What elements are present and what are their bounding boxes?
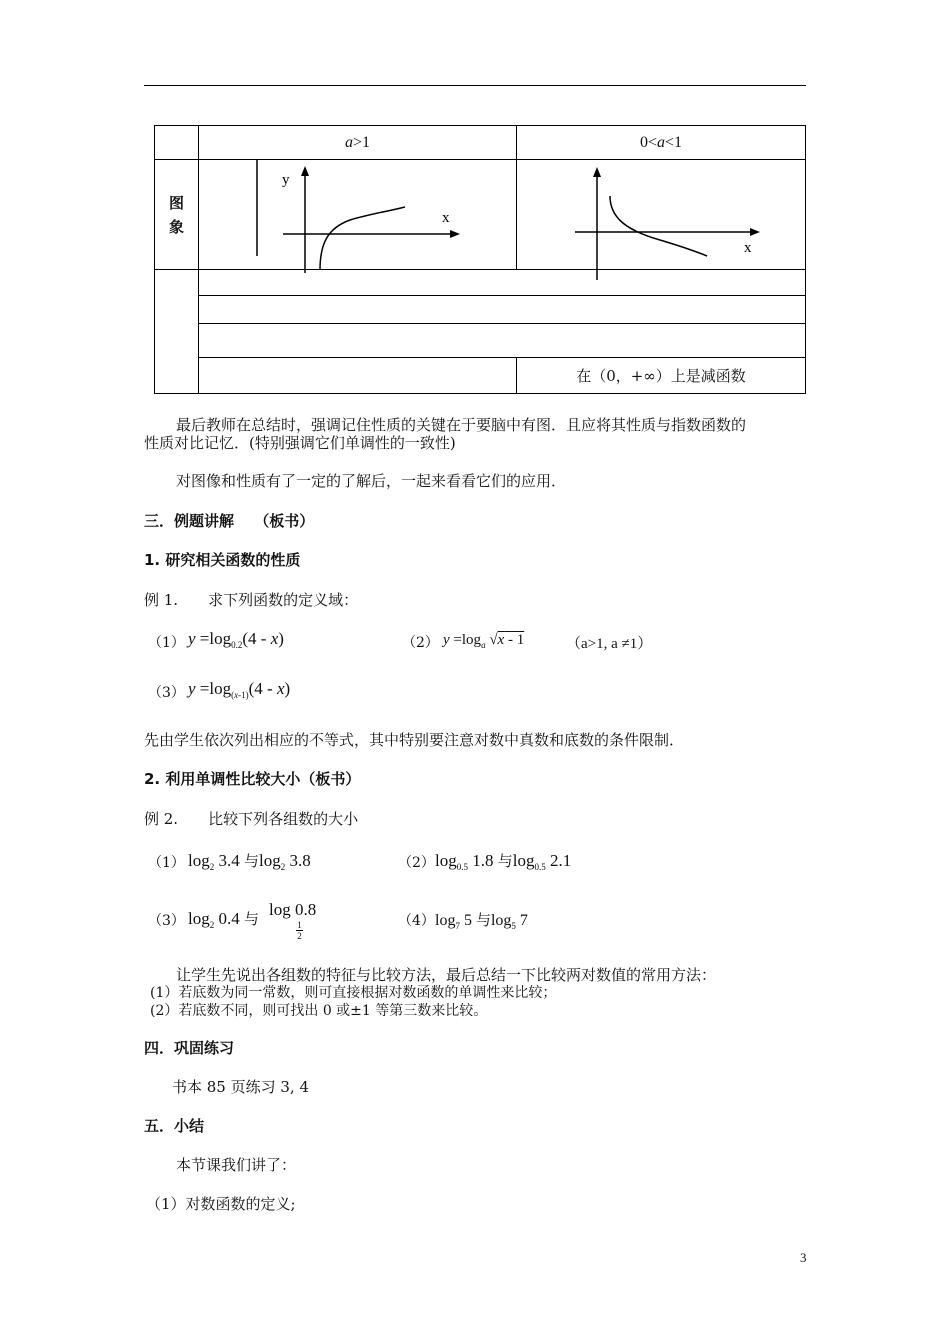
graph2-x-arrow — [750, 228, 760, 236]
graph1-curve — [320, 207, 405, 270]
properties-label-cell — [155, 270, 199, 394]
ex2-q1-and: 与 — [243, 852, 259, 870]
method-1: (1）若底数为同一常数，则可直接根据对数函数的单调性来比较； — [150, 985, 557, 1001]
summary-paragraph-line1: 最后教师在总结时，强调记住性质的关键在于要脑中有图．且应将其性质与指数函数的 — [176, 416, 747, 434]
header-a-greater-1: a>1 — [199, 126, 517, 160]
half-fraction: 1 2 — [297, 920, 302, 941]
ex2-q2-number: （2） — [398, 855, 435, 871]
section-3-heading: 三．例题讲解 （板书） — [144, 512, 315, 530]
subsection-1-heading: 1. 研究相关函数的性质 — [144, 551, 301, 569]
ex1-q1-formula: $y =\log_{0.2}(4 - x)$ — [188, 629, 284, 650]
table-corner-cell — [155, 126, 199, 160]
decreasing-property: 在（0，+∞）上是减函数 — [517, 358, 806, 394]
graph-label-char-1: 图 — [168, 193, 184, 212]
summary-item-1: （1）对数函数的定义; — [146, 1195, 296, 1213]
property-row-2 — [199, 296, 806, 324]
property-row-4-left — [199, 358, 517, 394]
ex1-q3-formula: $y =\log_{(x-1)}(4 - x)$ — [188, 679, 291, 700]
example-2-label: 例 2. 比较下列各组数的大小 — [144, 810, 359, 828]
summary-intro: 本节课我们讲了： — [176, 1156, 297, 1174]
graph-log-decreasing — [570, 162, 770, 282]
exercise-text: 书本 85 页练习 3, 4 — [172, 1078, 310, 1096]
graph2-y-arrow — [593, 167, 601, 177]
ex2-q4-and: 与 — [475, 911, 491, 929]
method-intro: 让学生先说出各组数的特征与比较方法，最后总结一下比较两对数值的常用方法： — [176, 966, 717, 984]
method-2: (2）若底数不同，则可找出 0 或±1 等第三数来比较。 — [150, 1003, 488, 1019]
ex2-q2-and: 与 — [497, 852, 513, 870]
transition-text: 对图像和性质有了一定的了解后，一起来看看它们的应用． — [176, 472, 567, 490]
subsection-2-heading: 2. 利用单调性比较大小（板书） — [144, 770, 361, 788]
ex1-q2-condition: （a>1, a ≠1） — [566, 636, 653, 652]
ex2-q3-and: 与 — [243, 910, 259, 928]
ex1-q2-number: （2） — [402, 635, 439, 651]
header-rule — [144, 85, 806, 86]
ex2-q1-formula: $\log_2 3.4$ 与$\log_2 3.8$ — [188, 851, 311, 872]
graph-label-char-2: 象 — [168, 217, 184, 236]
graph2-x-label: x — [744, 240, 752, 256]
graph1-x-label: x — [442, 210, 450, 226]
example-1-note: 先由学生依次列出相应的不等式，其中特别要注意对数中真数和底数的条件限制． — [144, 731, 685, 749]
graph1-y-arrow — [301, 166, 309, 176]
graph2-curve — [610, 196, 707, 256]
ex2-q4-formula: $\log_7 5$ 与$\log_5 7$ — [435, 911, 528, 931]
summary-paragraph-line2: 性质对比记忆．(特别强调它们单调性的一致性) — [144, 434, 456, 452]
section-5-heading: 五．小结 — [144, 1117, 205, 1135]
ex2-q2-formula: $\log_{0.5} 1.8$ 与$\log_{0.5} 2.1$ — [435, 851, 572, 872]
ex2-q3-number: （3） — [148, 913, 185, 929]
ex2-q4-number: （4） — [398, 913, 435, 929]
graph-log-increasing — [250, 158, 470, 273]
ex2-q3-formula-right: log 1 2 0.8 — [269, 900, 317, 941]
graph1-x-arrow — [450, 230, 460, 238]
ex1-q3-number: （3） — [148, 685, 185, 701]
ex1-q2-formula: $y =\log_a$ √x - 1 — [443, 632, 525, 650]
ex1-q1-number: （1） — [148, 635, 185, 651]
graph1-y-label: y — [282, 172, 290, 188]
example-1-label: 例 1. 求下列函数的定义域： — [144, 591, 359, 609]
row-label-graph — [155, 160, 199, 270]
property-row-3 — [199, 324, 806, 358]
ex2-q1-number: （1） — [148, 855, 185, 871]
ex2-q3-formula-left: $\log_2 0.4$ 与 — [188, 909, 259, 930]
header-a-between-0-1: 0<a<1 — [517, 126, 806, 160]
page-number: 3 — [800, 1250, 807, 1265]
section-4-heading: 四．巩固练习 — [144, 1039, 235, 1057]
